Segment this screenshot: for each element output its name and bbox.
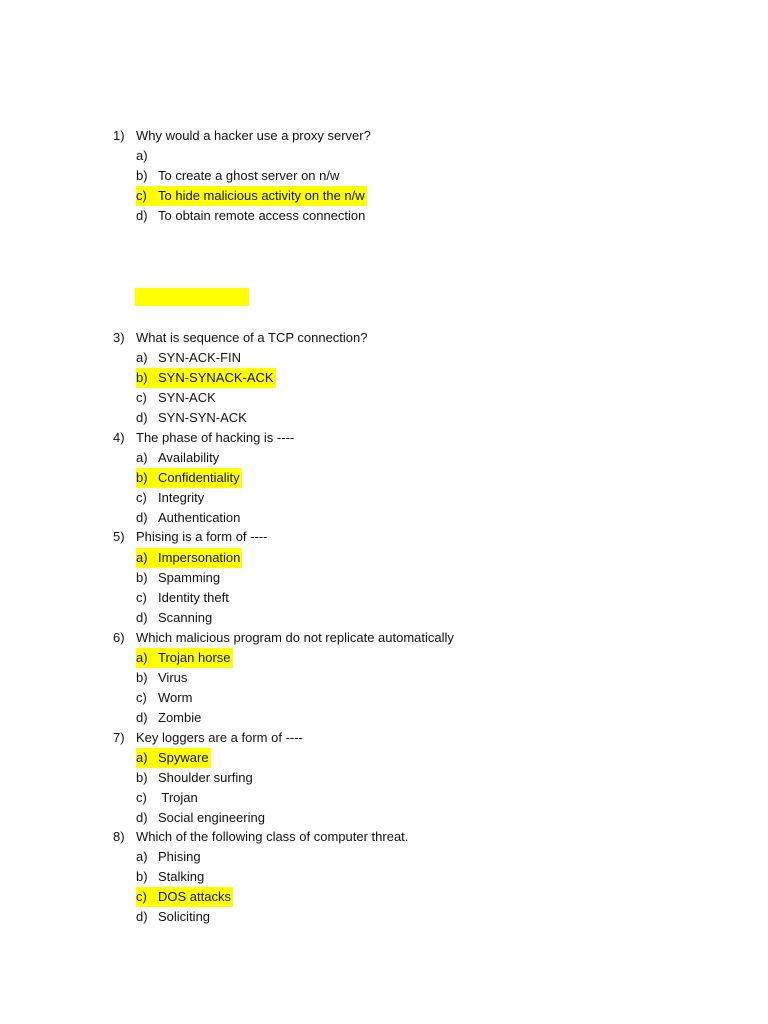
answer-option — [136, 448, 219, 468]
option-letter: b) — [136, 570, 148, 585]
option-letter: b) — [136, 869, 148, 884]
answer-option — [136, 508, 240, 528]
option-text: SYN-ACK — [158, 390, 216, 405]
option-text: Confidentiality — [158, 470, 240, 485]
option-text: Trojan — [158, 790, 198, 805]
answer-option — [136, 166, 339, 186]
option-text: Spamming — [158, 570, 221, 585]
question-text: Key loggers are a form of ---- — [136, 730, 303, 745]
option-text: Impersonation — [158, 550, 241, 565]
answer-option — [136, 206, 365, 226]
option-letter: c) — [136, 590, 147, 605]
question-number: 3) — [113, 330, 125, 345]
option-text: Integrity — [158, 490, 205, 505]
option-letter: b) — [136, 770, 148, 785]
option-letter: d) — [136, 410, 148, 425]
option-text: Virus — [158, 670, 188, 685]
option-letter: b) — [136, 370, 148, 385]
answer-option-highlighted — [136, 368, 276, 388]
option-letter: d) — [136, 610, 148, 625]
answer-option — [136, 568, 220, 588]
question-text: What is sequence of a TCP connection? — [136, 330, 368, 345]
answer-option-highlighted — [136, 548, 242, 568]
option-text: SYN-ACK-FIN — [158, 350, 242, 365]
option-letter: c) — [136, 390, 147, 405]
option-letter: c) — [136, 490, 147, 505]
option-text: Worm — [158, 690, 193, 705]
option-text: Identity theft — [158, 590, 229, 605]
option-letter: a) — [136, 750, 148, 765]
option-letter: a) — [136, 650, 148, 665]
option-letter: d) — [136, 810, 148, 825]
option-letter: c) — [136, 690, 147, 705]
answer-option-highlighted — [136, 887, 233, 907]
answer-option — [136, 146, 158, 166]
option-letter: d) — [136, 909, 148, 924]
answer-option — [136, 588, 229, 608]
option-letter: b) — [136, 470, 148, 485]
option-letter: c) — [136, 790, 147, 805]
question-text: Which of the following class of computer threat. — [136, 829, 409, 844]
option-text: To hide malicious activity on the n/w — [158, 188, 365, 203]
option-letter: a) — [136, 550, 148, 565]
answer-option — [136, 388, 216, 408]
option-text: Shoulder surfing — [158, 770, 253, 785]
answer-option — [136, 768, 253, 788]
answer-option-highlighted — [136, 186, 367, 206]
option-letter: a) — [136, 849, 148, 864]
option-text: Availability — [158, 450, 220, 465]
option-text: Authentication — [158, 510, 241, 525]
question-number: 6) — [113, 630, 125, 645]
option-letter: d) — [136, 710, 148, 725]
option-letter: b) — [136, 168, 148, 183]
option-text: Spyware — [158, 750, 209, 765]
option-text: Stalking — [158, 869, 205, 884]
answer-option-highlighted — [136, 468, 242, 488]
answer-option — [136, 867, 204, 887]
option-letter: d) — [136, 510, 148, 525]
option-text: Soliciting — [158, 909, 211, 924]
answer-option — [136, 847, 201, 867]
question-number: 8) — [113, 829, 125, 844]
answer-option-highlighted — [136, 648, 233, 668]
option-letter: d) — [136, 208, 148, 223]
option-letter: a) — [136, 350, 148, 365]
answer-option — [136, 688, 192, 708]
answer-option-highlighted — [136, 748, 211, 768]
question-number: 7) — [113, 730, 125, 745]
option-letter: c) — [136, 889, 147, 904]
option-text: DOS attacks — [158, 889, 231, 904]
option-text: Trojan horse — [158, 650, 231, 665]
question-text: Phising is a form of ---- — [136, 529, 268, 544]
answer-option — [136, 907, 210, 927]
option-text: To obtain remote access connection — [158, 208, 366, 223]
option-text: Zombie — [158, 710, 202, 725]
option-letter: c) — [136, 188, 147, 203]
question-number: 1) — [113, 128, 125, 143]
answer-option — [136, 788, 198, 808]
answer-option — [136, 608, 212, 628]
question-text: Why would a hacker use a proxy server? — [136, 128, 371, 143]
question-number: 4) — [113, 430, 125, 445]
question-text: Which malicious program do not replicate automatically — [136, 630, 454, 645]
question-text: The phase of hacking is ---- — [136, 430, 295, 445]
answer-option — [136, 488, 204, 508]
option-text: SYN-SYNACK-ACK — [158, 370, 274, 385]
option-text: Phising — [158, 849, 201, 864]
answer-option — [136, 708, 201, 728]
answer-option — [136, 808, 265, 828]
option-letter: b) — [136, 670, 148, 685]
answer-option — [136, 348, 241, 368]
option-letter: a) — [136, 148, 148, 163]
question-number: 5) — [113, 529, 125, 544]
option-text: Scanning — [158, 610, 213, 625]
option-letter: a) — [136, 450, 148, 465]
empty-highlight-block — [135, 288, 249, 306]
answer-option — [136, 408, 247, 428]
answer-option — [136, 668, 187, 688]
option-text: To create a ghost server on n/w — [158, 168, 340, 183]
option-text: SYN-SYN-ACK — [158, 410, 247, 425]
option-text: Social engineering — [158, 810, 265, 825]
